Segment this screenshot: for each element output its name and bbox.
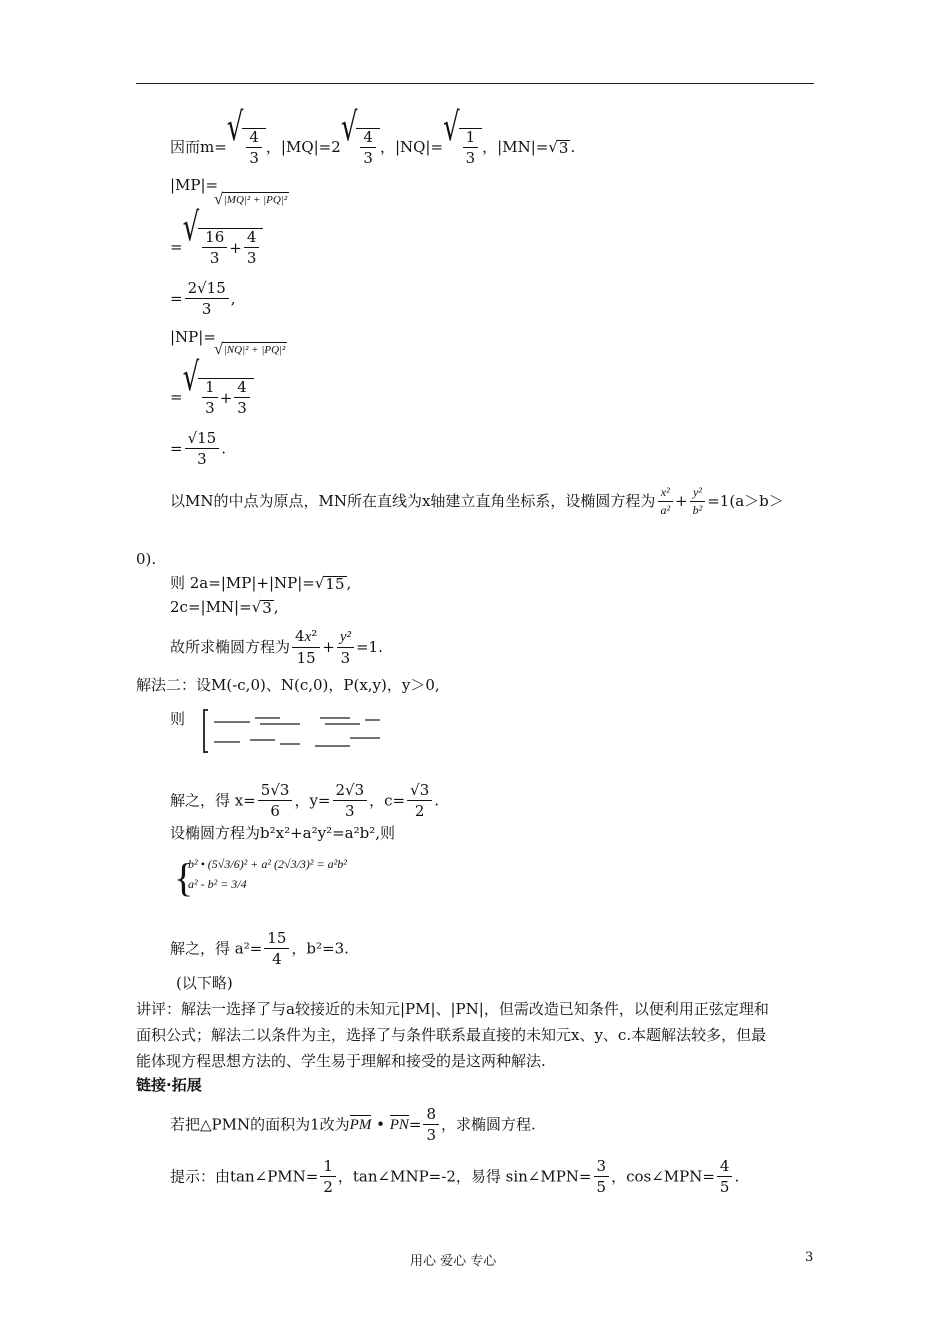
system-line-1: b² • (5√3/6)² + a² (2√3/3)² = a²b² [188,857,347,871]
hint: 提示：由tan∠PMN= $\frac{1}{2}$ ，tan∠MNP=-2，易得 sin∠MPN= $\frac{3}{5}$ ，cos∠MPN= $\frac{4}{5}$ . [170,1157,740,1197]
paragraph-continuation: 0). [136,550,157,568]
section-heading: 链接·拓展 [136,1076,202,1094]
extension-question: 若把△PMN的面积为1改为PM • PN= $\frac{8}{3}$ ，求椭圆方程. [170,1105,536,1145]
np-step-2: = $\frac{√15}{3}$ . [170,429,227,469]
system-equations: { b² • (5√3/6)² + a² (2√3/3)² = a²b² a² - b² = 3/4 [174,855,347,900]
page-number: 3 [805,1250,814,1265]
system-line-2: a² - b² = 3/4 [188,877,247,891]
header-rule [136,83,814,84]
np-step-1: = √ $\frac{1}{3}$ + $\frac{4}{3}$ [170,378,254,418]
ze-label: 则 [170,710,186,728]
solve-ab: 解之，得 a²= $\frac{15}{4}$ ，b²=3. [170,929,349,969]
omit-note: (以下略) [176,974,233,992]
comment-line-1: 讲评：解法一选择了与a较接近的未知元|PM|、|PN|，但需改造已知条件，以便利用正弦定理和 [136,1000,769,1018]
method-two-heading: 解法二：设M(-c,0)、N(c,0)，P(x,y)，y＞0, [136,676,440,694]
mp-label: |MP|= [170,176,219,194]
np-radical: √ |NQ|² + |PQ|² [214,341,286,358]
paragraph-coordinate-setup: 以MN的中点为原点，MN所在直线为x轴建立直角坐标系，设椭圆方程为 $\frac{\text{x²}}{\text{a²}}$ + $\frac{\text{y²}}{\text{b²}}$ =1(a＞b＞ [170,485,784,517]
system-image-blurred [200,706,400,756]
line-m-values: 因而m= √ $\frac{4}{3}$ ，|MQ|=2 √ $\frac{4}{3}$ ，|NQ|= √ $\frac{1}{3}$ ，|MN|= √ 3 . [170,105,576,168]
eq-2c: 2c=|MN|= √ 3 , [170,598,279,617]
comment-line-2: 面积公式；解法二以条件为主，选择了与条件联系最直接的未知元x、y、c.本题解法较多，但最 [136,1026,767,1044]
solve-xyc: 解之，得 x= $\frac{5√3}{6}$ ，y= $\frac{2√3}{3}$ ，c= $\frac{√3}{2}$ . [170,781,440,821]
footer-motto: 用心 爱心 专心 [410,1254,497,1269]
np-label: |NP|= [170,328,216,346]
mp-step-2: = $\frac{2√15}{3}$ , [170,279,236,319]
eq-2a: 则 2a=|MP|+|NP|= √ 15 , [170,574,352,593]
result-ellipse-1: 故所求椭圆方程为 $\frac{\text{4x²}}{15}$ + $\frac{\text{y²}}{3}$ =1. [170,627,383,668]
comment-line-3: 能体现方程思想方法的、学生易于理解和接受的是这两种解法. [136,1052,546,1070]
mp-step-1: = √ $\frac{16}{3}$ + $\frac{4}{3}$ [170,228,263,268]
ellipse-setup: 设椭圆方程为b²x²+a²y²=a²b²,则 [170,824,396,842]
mp-radical: √ |MQ|² + |PQ|² [214,191,288,208]
